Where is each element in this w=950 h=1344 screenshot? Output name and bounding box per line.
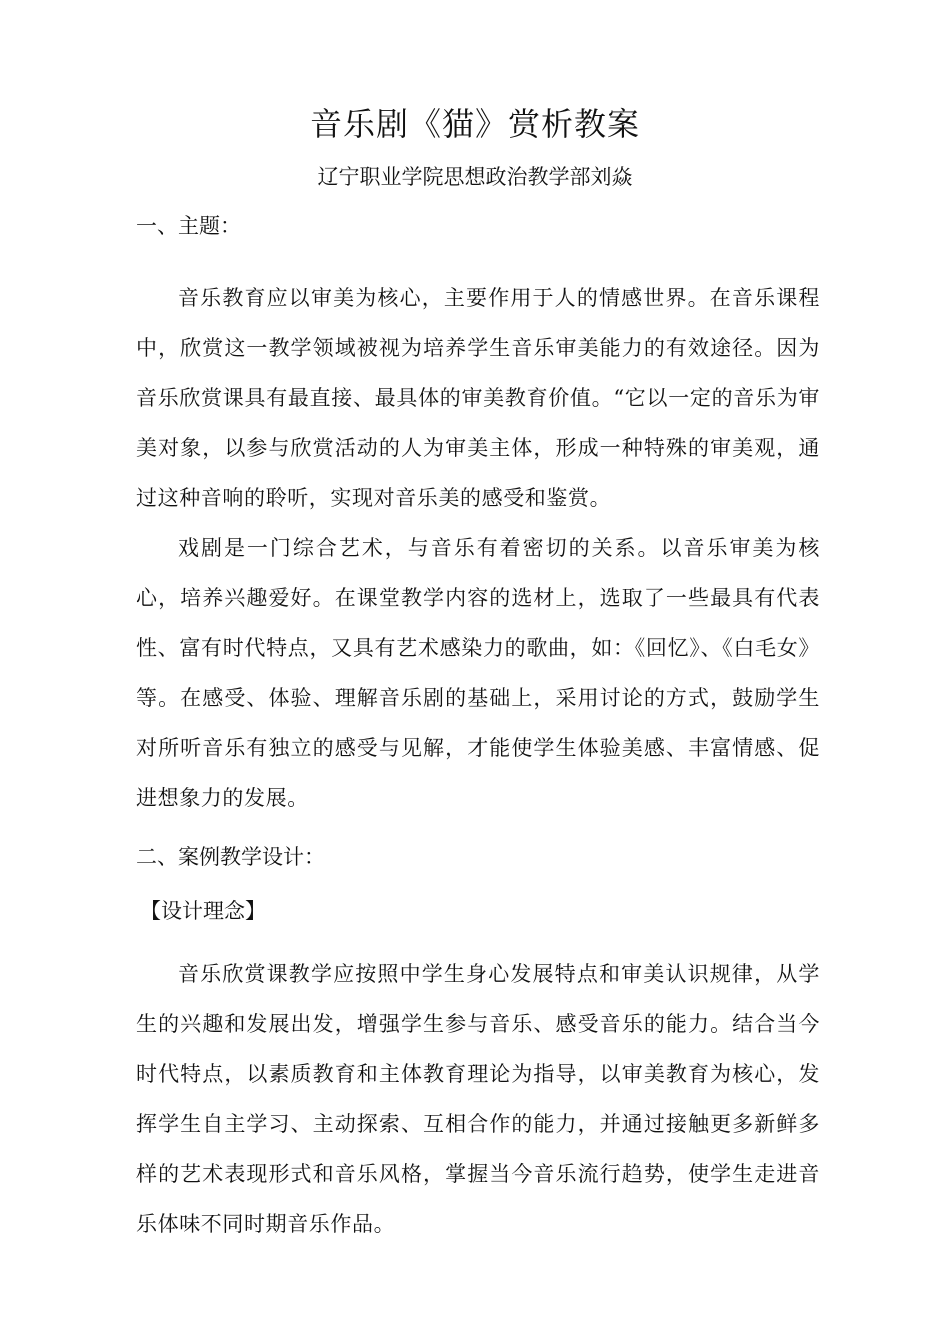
document-title: 音乐剧《猫》赏析教案: [309, 105, 640, 143]
document-subtitle: 辽宁职业学院思想政治教学部刘焱: [317, 165, 633, 189]
paragraph-theme-2: 戏剧是一门综合艺术，与音乐有着密切的关系。以音乐审美为核心，培养兴趣爱好。在课堂教学内容的选材上，选取了一些最具有代表性、富有时代特点，又具有艺术感染力的歌曲，如：《回忆》、《白毛女》等。在感受、体验、理解音乐剧的基础上，采用讨论的方式，鼓励学生对所听音乐有独立的感受与见解，才能使学生体验美感、丰富情感、促进想象力的发展。: [136, 536, 820, 810]
document-body: [136, 206, 820, 1249]
subheading-design-concept: 【设计理念】: [140, 899, 266, 923]
section-heading-theme: 一、主题：: [136, 214, 241, 238]
paragraph-design-concept: 音乐欣赏课教学应按照中学生身心发展特点和审美认识规律，从学生的兴趣和发展出发，增强学生参与音乐、感受音乐的能力。结合当今时代特点，以素质教育和主体教育理论为指导，以审美教育为核心，发挥学生自主学习、主动探索、互相合作的能力，并通过接触更多新鲜多样的艺术表现形式和音乐风格，掌握当今音乐流行趋势，使学生走进音乐体味不同时期音乐作品。: [136, 962, 820, 1236]
paragraph-theme-1: 音乐教育应以审美为核心，主要作用于人的情感世界。在音乐课程中，欣赏这一教学领域被视为培养学生音乐审美能力的有效途径。因为音乐欣赏课具有最直接、最具体的审美教育价值。“它以一定的音乐为审美对象，以参与欣赏活动的人为审美主体，形成一种特殊的审美观，通过这种音响的聆听，实现对音乐美的感受和鉴赏。: [136, 286, 820, 510]
section-heading-case-design: 二、案例教学设计：: [136, 845, 325, 869]
